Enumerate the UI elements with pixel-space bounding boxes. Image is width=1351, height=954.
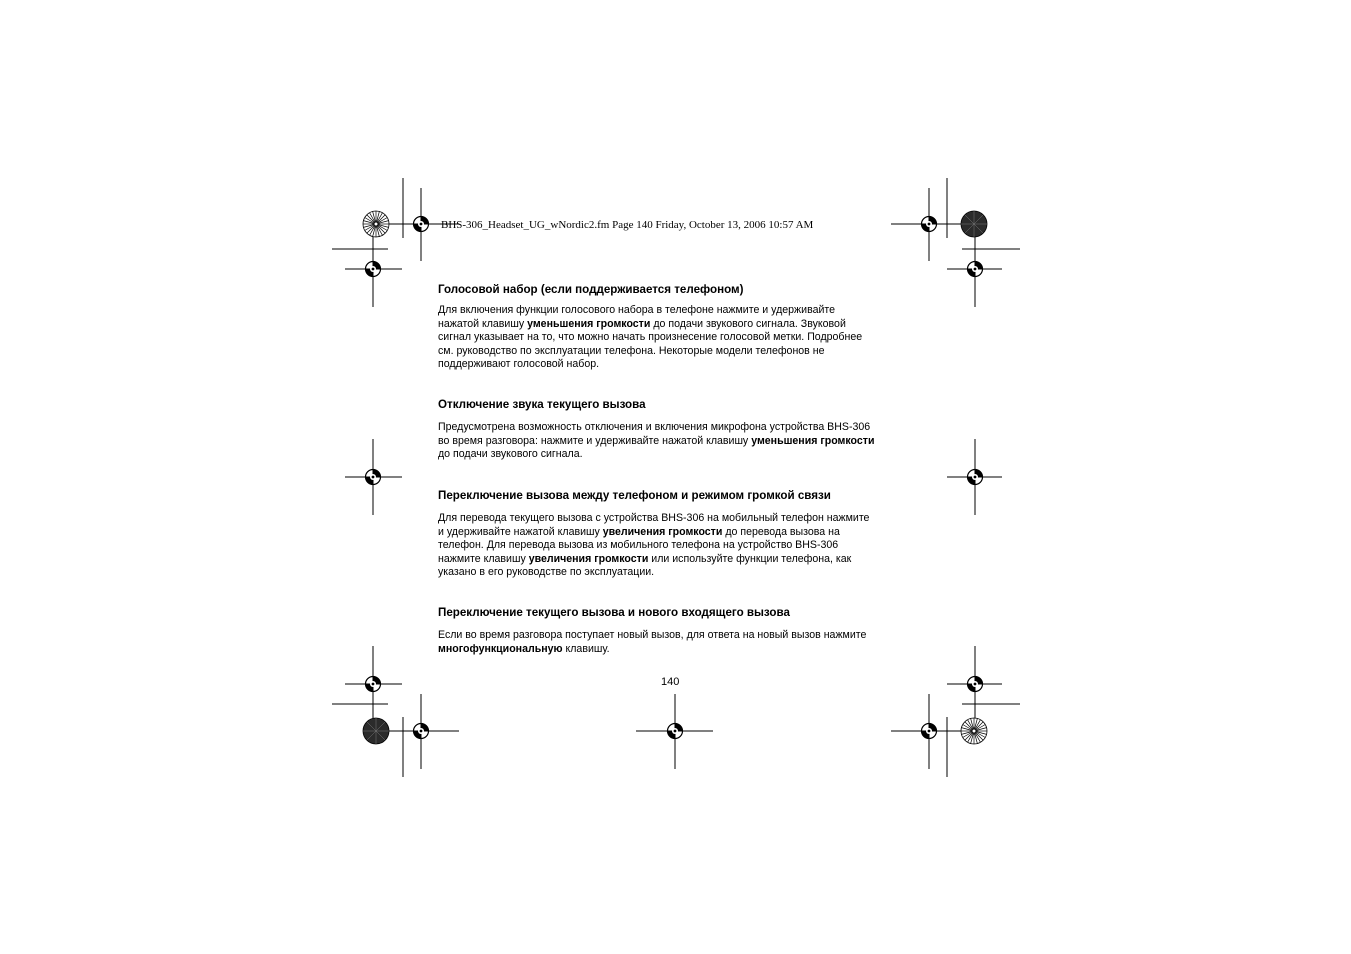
- emphasized-key-name: многофункциональную: [438, 642, 563, 655]
- emphasized-key-name: увеличения громкости: [602, 525, 723, 538]
- text-line: сигнал указывает на то, что можно начать произнесение голосовой метки. Подробнее: [438, 331, 863, 344]
- text-line: Для включения функции голосового набора в телефоне нажмите и удерживайте: [438, 304, 836, 316]
- section-switch-calls: [438, 606, 906, 656]
- text-line: многофункциональную клавишу.: [438, 642, 610, 655]
- text-line: указано в его руководстве по эксплуатации.: [438, 566, 655, 579]
- section-heading: Голосовой набор (если поддерживается телефоном): [438, 283, 744, 296]
- text-line: Предусмотрена возможность отключения и включения микрофона устройства BHS-306: [438, 421, 871, 433]
- emphasized-key-name: уменьшения громкости: [751, 434, 875, 447]
- section-transfer-call: [438, 489, 906, 580]
- text-line: нажатой клавишу уменьшения громкости до подачи звукового сигнала. Звуковой: [438, 317, 846, 330]
- section-body: [438, 421, 906, 462]
- text-line: до подачи звукового сигнала.: [438, 448, 583, 461]
- text-line: см. руководство по эксплуатации телефона. Некоторые модели телефонов не: [438, 344, 825, 357]
- text-line: телефон. Для перевода вызова из мобильного телефона на устройство BHS-306: [438, 539, 839, 552]
- section-body: [438, 629, 906, 656]
- section-heading: Отключение звука текущего вызова: [438, 398, 646, 411]
- text-line: Если во время разговора поступает новый вызов, для ответа на новый вызов нажмите: [438, 629, 867, 641]
- section-body: [438, 304, 906, 372]
- text-line: поддерживают голосовой набор.: [438, 358, 600, 371]
- section-voice-dialing: [438, 283, 906, 372]
- text-line: во время разговора: нажмите и удерживайте нажатой клавишу уменьшения громкости: [438, 434, 875, 447]
- section-body: [438, 512, 906, 580]
- section-heading: Переключение текущего вызова и нового входящего вызова: [438, 606, 790, 619]
- section-heading: Переключение вызова между телефоном и режимом громкой связи: [438, 489, 831, 502]
- text-line: нажмите клавишу увеличения громкости или используйте функции телефона, как: [438, 552, 852, 565]
- file-slug-header: BHS-306_Headset_UG_wNordic2.fm Page 140 Friday, October 13, 2006 10:57 AM: [441, 219, 814, 231]
- text-line: и удерживайте нажатой клавишу увеличения громкости до перевода вызова на: [438, 525, 840, 538]
- text-line: Для перевода текущего вызова с устройства BHS-306 на мобильный телефон нажмите: [438, 512, 870, 524]
- section-mute-call: [438, 398, 906, 462]
- emphasized-key-name: уменьшения громкости: [527, 317, 651, 330]
- page-number: 140: [661, 676, 680, 688]
- emphasized-key-name: увеличения громкости: [528, 552, 649, 565]
